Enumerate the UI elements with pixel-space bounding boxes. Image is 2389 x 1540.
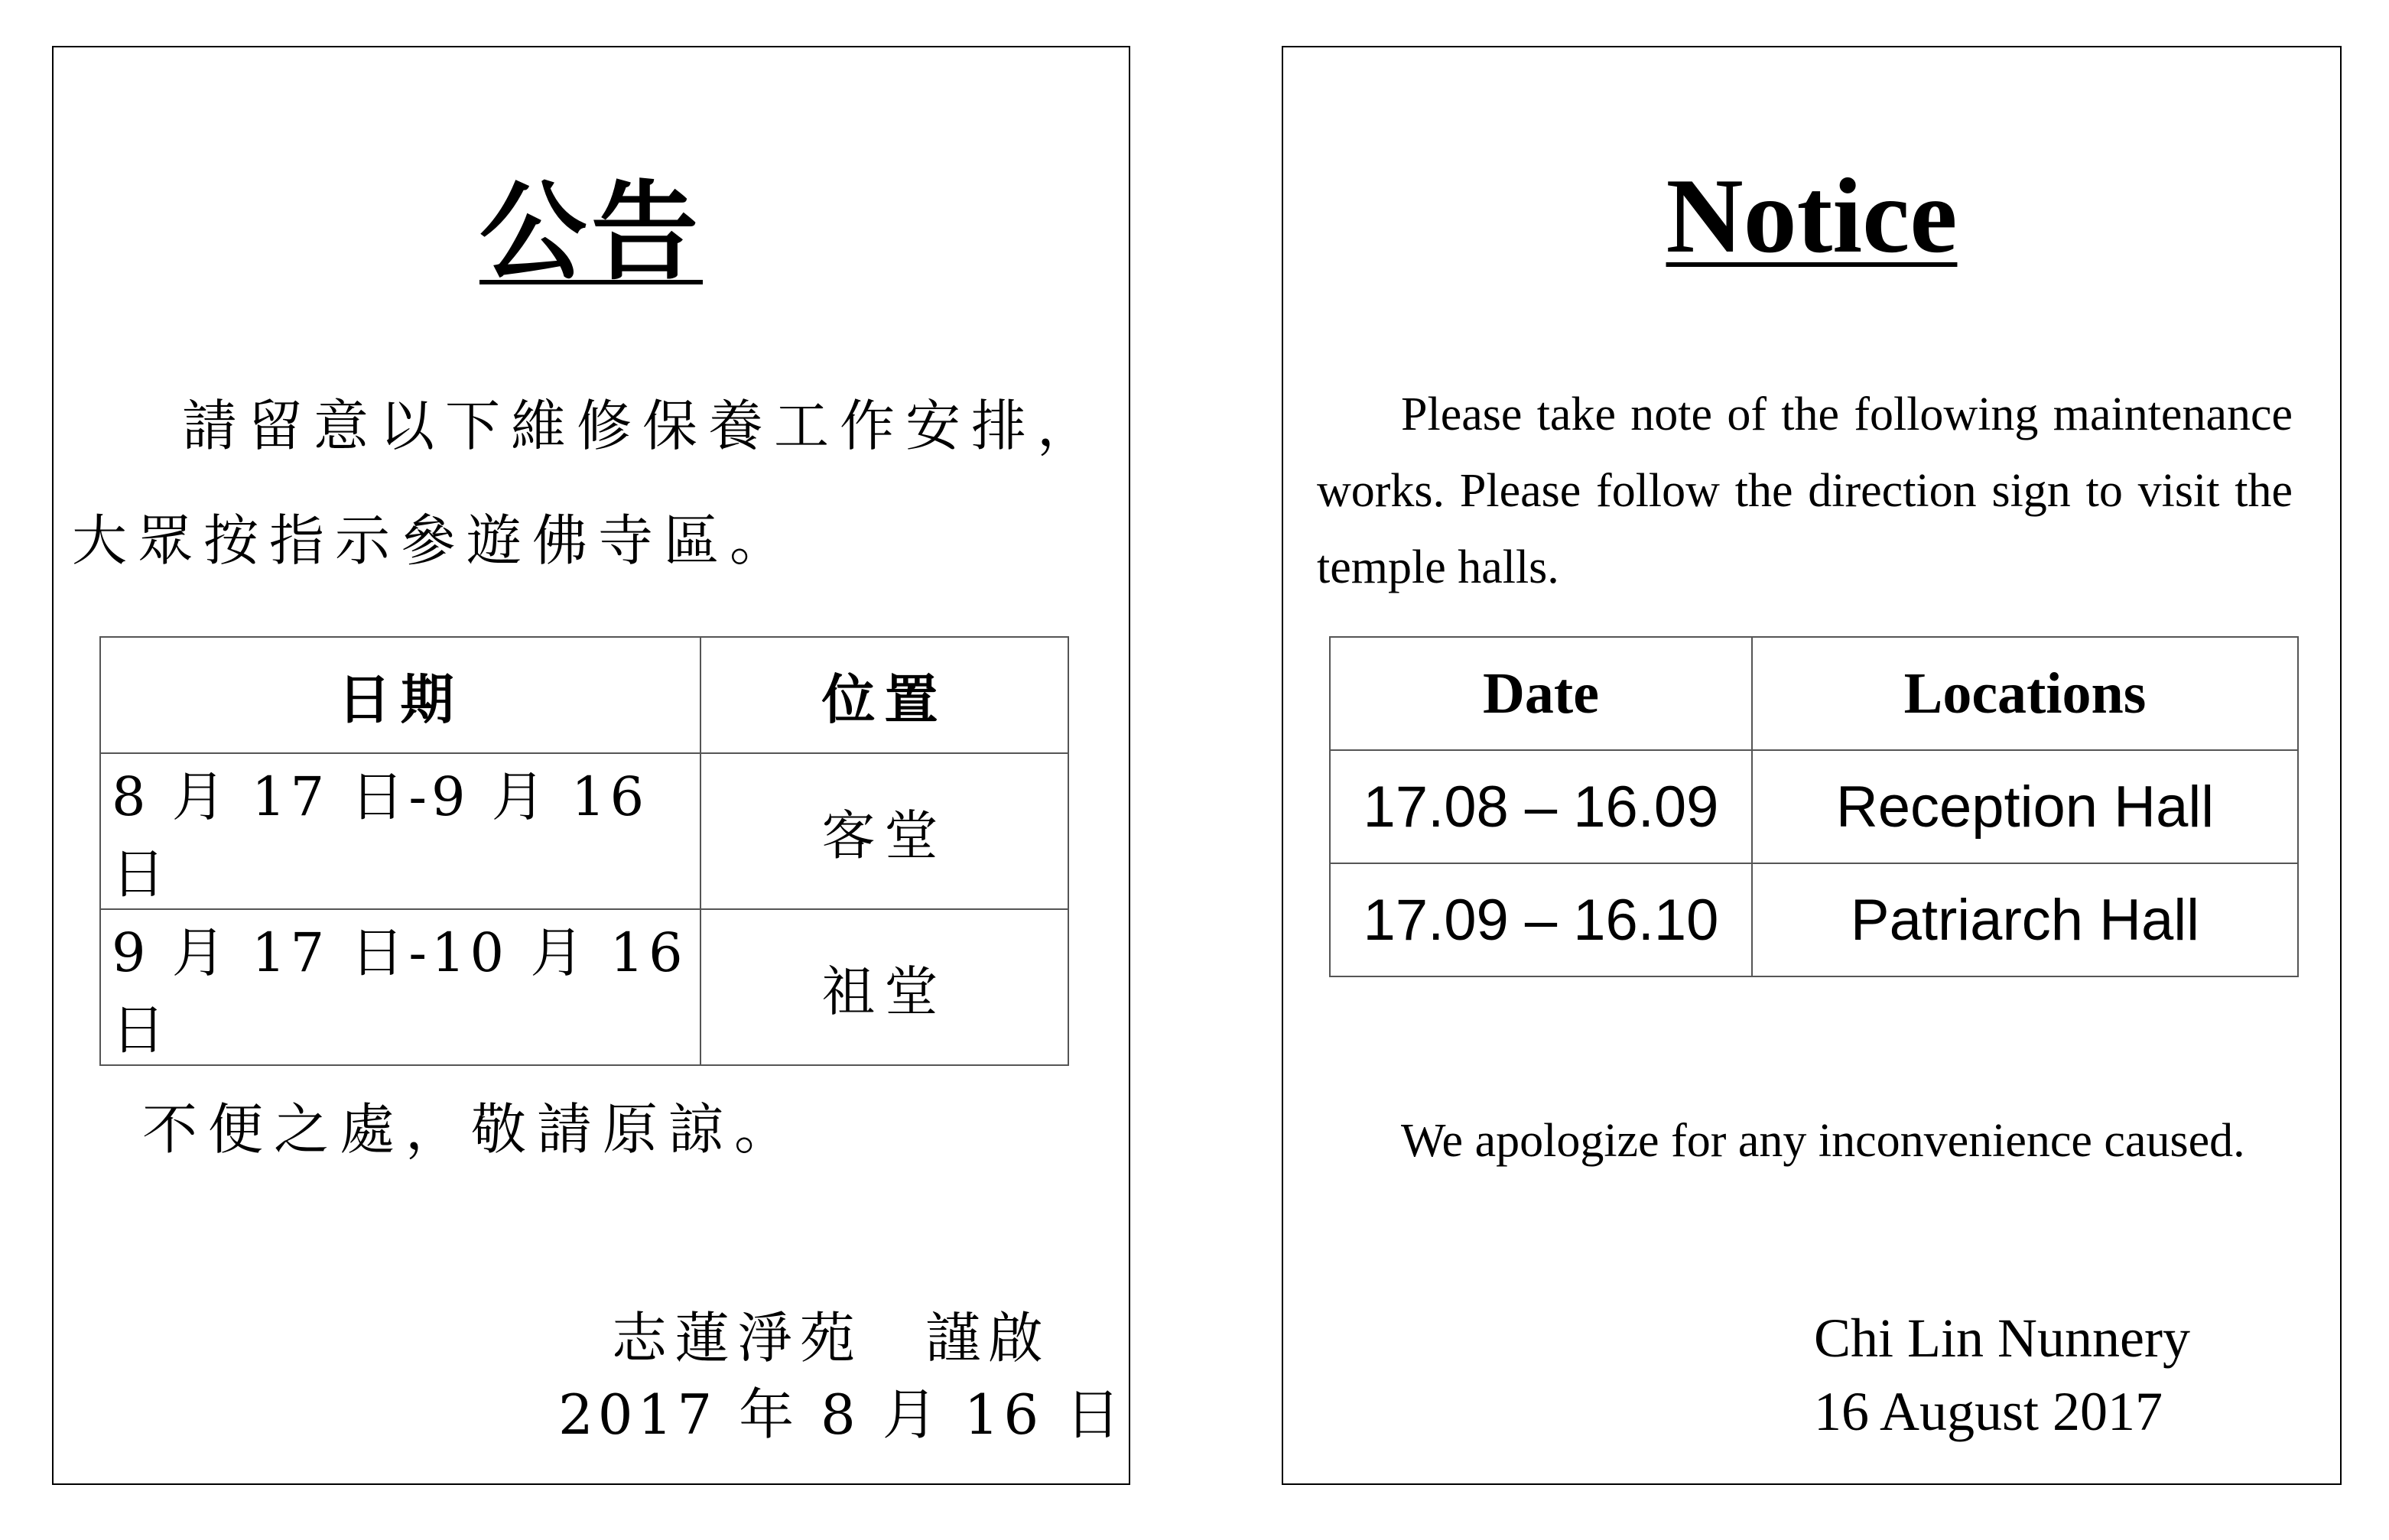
- english-apology: We apologize for any inconvenience caused.: [1401, 1115, 2245, 1167]
- english-title: Notice: [1666, 157, 1958, 275]
- table-header-row: [1330, 637, 2298, 750]
- table-row: [100, 909, 1068, 1065]
- date-cell: 17.08 – 16.09: [1330, 750, 1752, 863]
- chinese-intro-line-2: 大眾按指示參遊佛寺區。: [72, 508, 796, 573]
- english-notice-panel: [1282, 46, 2342, 1485]
- location-header: 位置: [700, 637, 1068, 753]
- date-cell: 8 月 17 日-9 月 16 日: [100, 753, 700, 909]
- table-row: [100, 753, 1068, 909]
- english-signature-date: 16 August 2017: [1814, 1381, 2163, 1442]
- date-cell: 17.09 – 16.10: [1330, 863, 1752, 976]
- table-row: [1330, 863, 2298, 976]
- table-row: [1330, 750, 2298, 863]
- chinese-title: 公告: [479, 170, 703, 295]
- location-cell: Patriarch Hall: [1752, 863, 2298, 976]
- table-header-row: [100, 637, 1068, 753]
- chinese-schedule-table: [99, 636, 1069, 1066]
- location-cell: Reception Hall: [1752, 750, 2298, 863]
- chinese-signature-date: 2017 年 8 月 16 日: [558, 1382, 1126, 1447]
- chinese-apology: 不便之處，敬請原諒。: [142, 1097, 801, 1161]
- date-cell: 9 月 17 日-10 月 16 日: [100, 909, 700, 1065]
- chinese-signature-org: 志蓮淨苑 謹啟: [612, 1306, 1051, 1370]
- location-header: Locations: [1752, 637, 2298, 750]
- location-cell: 客堂: [700, 753, 1068, 909]
- chinese-intro: [72, 369, 1127, 598]
- location-cell: 祖堂: [700, 909, 1068, 1065]
- date-header: 日期: [100, 637, 700, 753]
- date-header: Date: [1330, 637, 1752, 750]
- english-signature-org: Chi Lin Nunnery: [1814, 1308, 2190, 1369]
- chinese-notice-panel: [52, 46, 1130, 1485]
- english-intro: Please take note of the following maintenance works. Please follow the direction sign to visit the temple halls.: [1317, 388, 2293, 593]
- english-schedule-table: [1329, 636, 2299, 977]
- chinese-intro-line-1: 請留意以下維修保養工作安排，: [182, 394, 1103, 458]
